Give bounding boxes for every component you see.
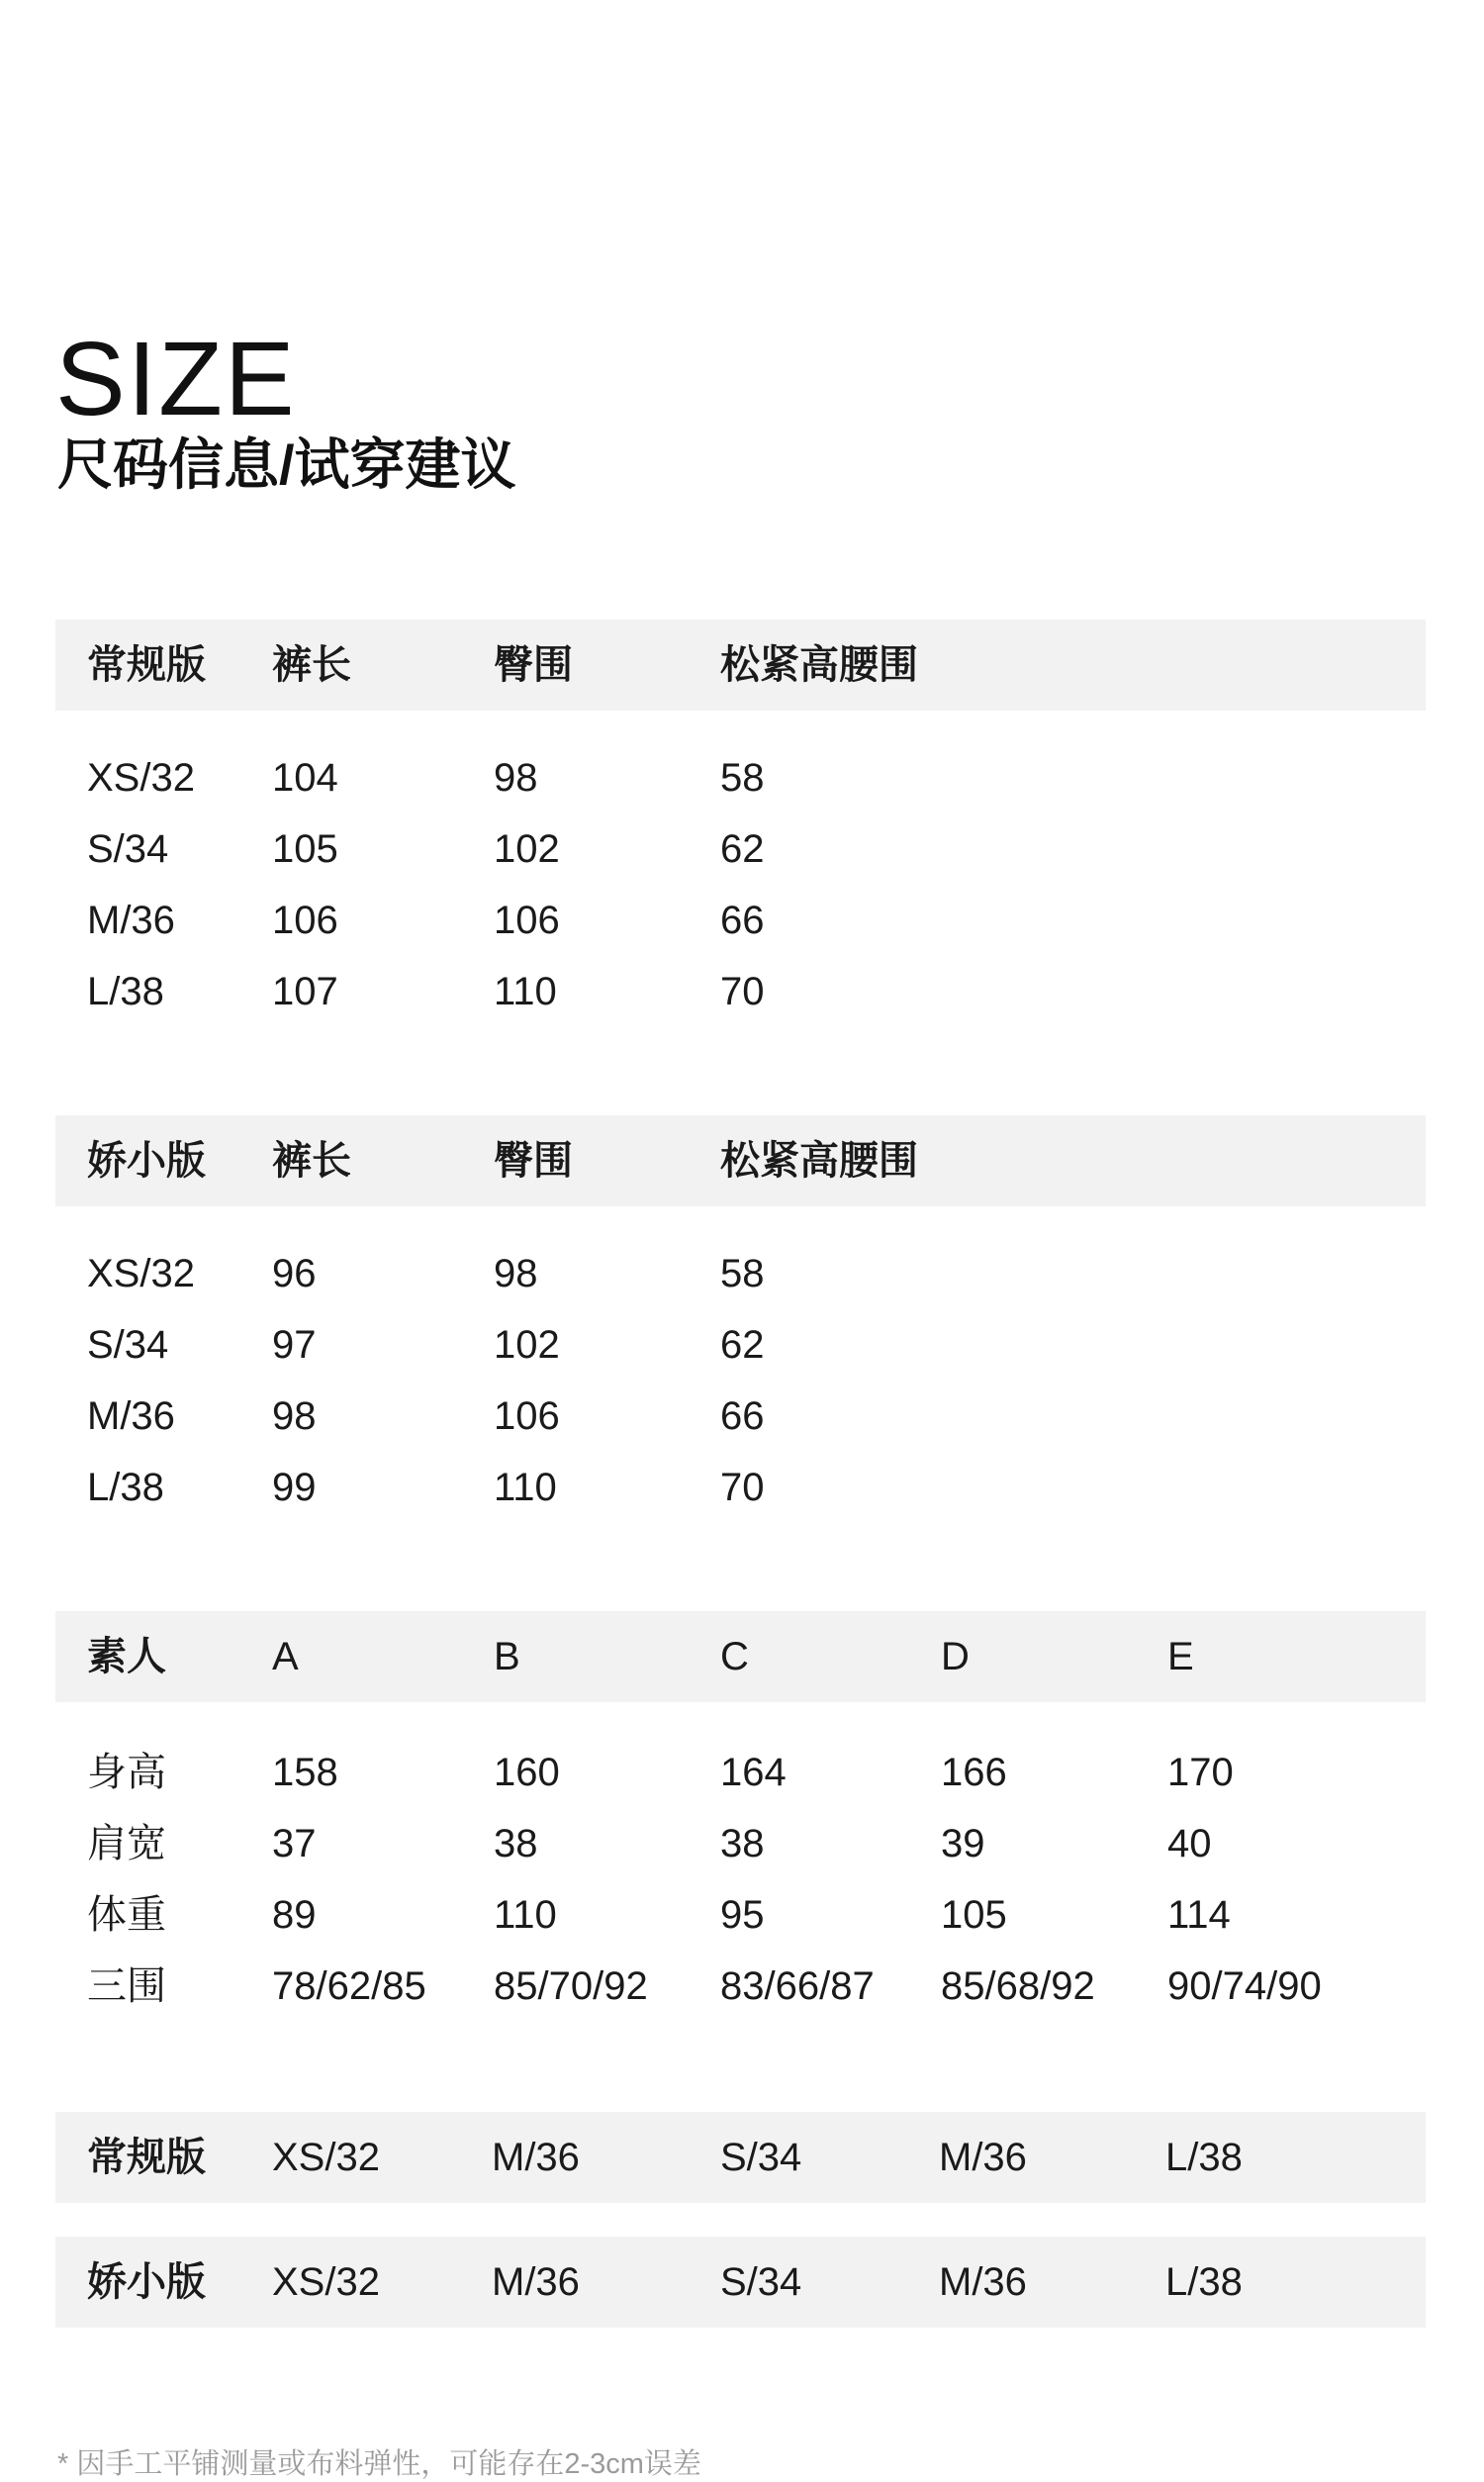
header-cell: 裤长 (272, 1139, 351, 1183)
value-cell: 110 (494, 1893, 557, 1937)
fit-size: XS/32 (272, 2136, 380, 2179)
attr-cell: 三围 (87, 1964, 166, 2008)
value-cell: 58 (720, 1252, 765, 1295)
value-cell: 70 (720, 1466, 765, 1509)
header-cell: 裤长 (272, 643, 351, 687)
value-cell: 114 (1167, 1893, 1231, 1937)
attr-cell: 身高 (87, 1751, 166, 1794)
table-row (0, 901, 1484, 956)
value-cell: 99 (272, 1466, 317, 1509)
value-cell: 105 (941, 1893, 1007, 1937)
table-row (0, 1753, 1484, 1808)
header-cell: C (720, 1635, 749, 1678)
value-cell: 66 (720, 899, 765, 942)
value-cell: 95 (720, 1893, 765, 1937)
attr-cell: 肩宽 (87, 1822, 166, 1865)
header-cell: 臀围 (494, 643, 573, 687)
value-cell: 98 (272, 1394, 317, 1438)
value-cell: 104 (272, 756, 338, 800)
value-cell: 66 (720, 1394, 765, 1438)
header-cell: 松紧高腰围 (720, 643, 918, 687)
value-cell: 62 (720, 827, 765, 871)
table-row (0, 1966, 1484, 2022)
value-cell: 62 (720, 1323, 765, 1367)
value-cell: 106 (494, 899, 560, 942)
regular-table-header (55, 620, 1426, 711)
page-title: SIZE (55, 321, 297, 437)
value-cell: 58 (720, 756, 765, 800)
fit-petite-row (55, 2237, 1426, 2328)
header-cell: B (494, 1635, 520, 1678)
table-row (0, 829, 1484, 885)
size-cell: L/38 (87, 1466, 164, 1509)
table-row (0, 1325, 1484, 1381)
size-cell: XS/32 (87, 1252, 195, 1295)
value-cell: 83/66/87 (720, 1964, 875, 2008)
table-row (0, 1468, 1484, 1523)
header-cell: D (941, 1635, 970, 1678)
fit-size: M/36 (492, 2136, 580, 2179)
value-cell: 38 (720, 1822, 765, 1865)
measurement-note: * 因手工平铺测量或布料弹性，可能存在2-3cm误差 (57, 2448, 701, 2480)
fit-label: 娇小版 (87, 2260, 206, 2304)
value-cell: 102 (494, 1323, 560, 1367)
value-cell: 37 (272, 1822, 317, 1865)
value-cell: 158 (272, 1751, 338, 1794)
value-cell: 110 (494, 970, 557, 1013)
fit-size: M/36 (939, 2260, 1027, 2304)
model-table-header (55, 1611, 1426, 1702)
value-cell: 98 (494, 756, 538, 800)
fit-size: S/34 (720, 2136, 802, 2179)
value-cell: 105 (272, 827, 338, 871)
value-cell: 70 (720, 970, 765, 1013)
value-cell: 78/62/85 (272, 1964, 426, 2008)
fit-size: S/34 (720, 2260, 802, 2304)
value-cell: 164 (720, 1751, 787, 1794)
table-row (0, 972, 1484, 1027)
value-cell: 40 (1167, 1822, 1212, 1865)
header-cell: A (272, 1635, 299, 1678)
header-cell: 娇小版 (87, 1139, 206, 1183)
value-cell: 89 (272, 1893, 317, 1937)
size-cell: M/36 (87, 899, 175, 942)
value-cell: 166 (941, 1751, 1007, 1794)
attr-cell: 体重 (87, 1893, 166, 1937)
value-cell: 90/74/90 (1167, 1964, 1322, 2008)
fit-label: 常规版 (87, 2136, 206, 2179)
value-cell: 170 (1167, 1751, 1234, 1794)
petite-table-header (55, 1115, 1426, 1206)
value-cell: 98 (494, 1252, 538, 1295)
header-cell: 臀围 (494, 1139, 573, 1183)
size-cell: S/34 (87, 1323, 169, 1367)
value-cell: 85/68/92 (941, 1964, 1095, 2008)
value-cell: 38 (494, 1822, 538, 1865)
size-cell: L/38 (87, 970, 164, 1013)
fit-size: L/38 (1165, 2136, 1243, 2179)
value-cell: 96 (272, 1252, 317, 1295)
header-cell: E (1167, 1635, 1194, 1678)
size-cell: XS/32 (87, 756, 195, 800)
fit-size: M/36 (939, 2136, 1027, 2179)
value-cell: 110 (494, 1466, 557, 1509)
size-cell: M/36 (87, 1394, 175, 1438)
size-cell: S/34 (87, 827, 169, 871)
table-row (0, 1895, 1484, 1951)
header-cell: 常规版 (87, 643, 206, 687)
value-cell: 160 (494, 1751, 560, 1794)
value-cell: 107 (272, 970, 338, 1013)
fit-size: M/36 (492, 2260, 580, 2304)
header-cell: 素人 (87, 1635, 166, 1678)
value-cell: 106 (272, 899, 338, 942)
table-row (0, 1824, 1484, 1879)
value-cell: 97 (272, 1323, 317, 1367)
header-cell: 松紧高腰围 (720, 1139, 918, 1183)
value-cell: 106 (494, 1394, 560, 1438)
table-row (0, 1254, 1484, 1309)
table-row (0, 1396, 1484, 1452)
fit-regular-row (55, 2112, 1426, 2203)
fit-size: XS/32 (272, 2260, 380, 2304)
value-cell: 39 (941, 1822, 985, 1865)
fit-size: L/38 (1165, 2260, 1243, 2304)
page-subtitle: 尺码信息/试穿建议 (57, 433, 516, 496)
value-cell: 85/70/92 (494, 1964, 648, 2008)
table-row (0, 758, 1484, 813)
value-cell: 102 (494, 827, 560, 871)
